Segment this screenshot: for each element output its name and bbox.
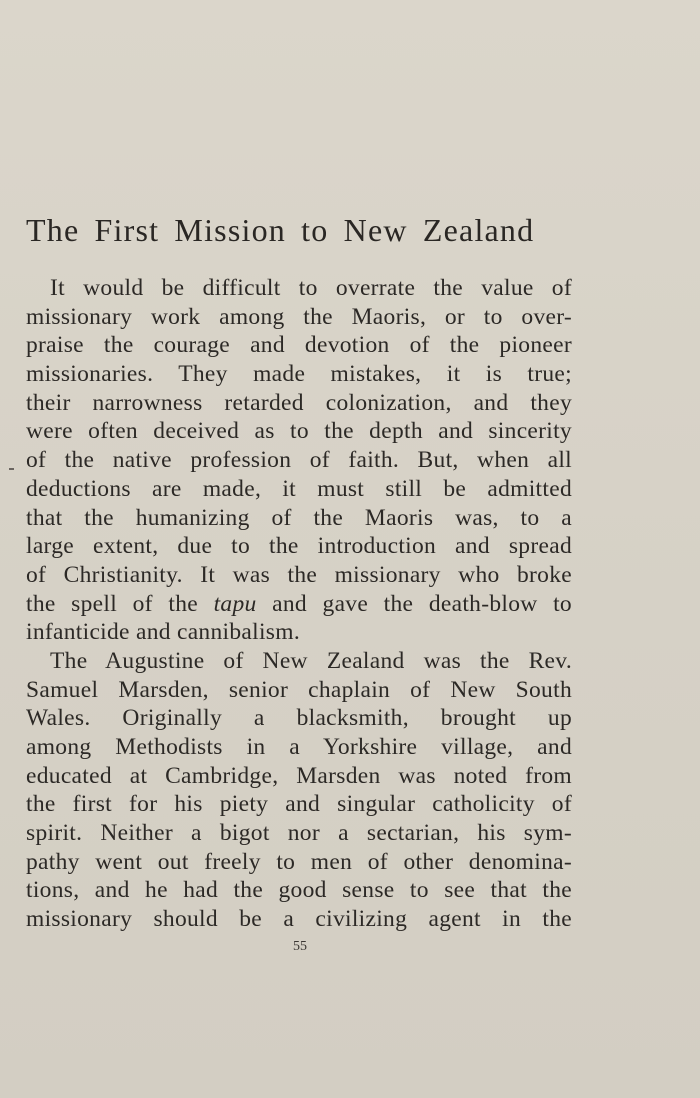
- margin-mark: [9, 468, 14, 470]
- text-line: Samuel Marsden, senior chaplain of New South: [26, 676, 572, 703]
- page-number: 55: [293, 939, 307, 954]
- text-line: that the humanizing of the Maoris was, to a: [26, 504, 572, 531]
- text-line: missionary should be a civilizing agent in the: [26, 906, 572, 933]
- text-line: the spell of the tapu and gave the death-blow to: [26, 590, 572, 617]
- text-line: praise the courage and devotion of the pioneer: [26, 332, 572, 359]
- text-line: The Augustine of New Zealand was the Rev.: [50, 647, 572, 674]
- text-line: Wales. Originally a blacksmith, brought up: [26, 705, 572, 732]
- text-line: It would be difficult to overrate the value of: [50, 275, 572, 301]
- text-line: missionaries. They made mistakes, it is true;: [26, 361, 572, 388]
- text-line: pathy went out freely to men of other denomina-: [26, 848, 572, 875]
- text-line: among Methodists in a Yorkshire village, and: [26, 734, 572, 760]
- text-line: their narrowness retarded colonization, and they: [26, 389, 572, 416]
- text-line: were often deceived as to the depth and sincerity: [26, 418, 572, 445]
- text-line: spirit. Neither a bigot nor a sectarian, his sym-: [26, 820, 572, 847]
- text-line: missionary work among the Maoris, or to over-: [26, 303, 572, 330]
- body-text: [26, 274, 572, 934]
- text-line: of the native profession of faith. But, when all: [26, 447, 572, 474]
- italic-word: tapu: [213, 590, 257, 617]
- text-line: infanticide and cannibalism.: [26, 619, 300, 646]
- text-line: tions, and he had the good sense to see that the: [26, 877, 572, 904]
- text-line: of Christianity. It was the missionary who broke: [26, 561, 572, 588]
- chapter-title: The First Mission to New Zealand: [26, 212, 535, 248]
- text-line: educated at Cambridge, Marsden was noted from: [26, 762, 572, 789]
- text-line: deductions are made, it must still be admitted: [26, 475, 572, 502]
- text-line: large extent, due to the introduction and spread: [26, 533, 572, 560]
- text-line: the first for his piety and singular catholicity of: [26, 791, 572, 818]
